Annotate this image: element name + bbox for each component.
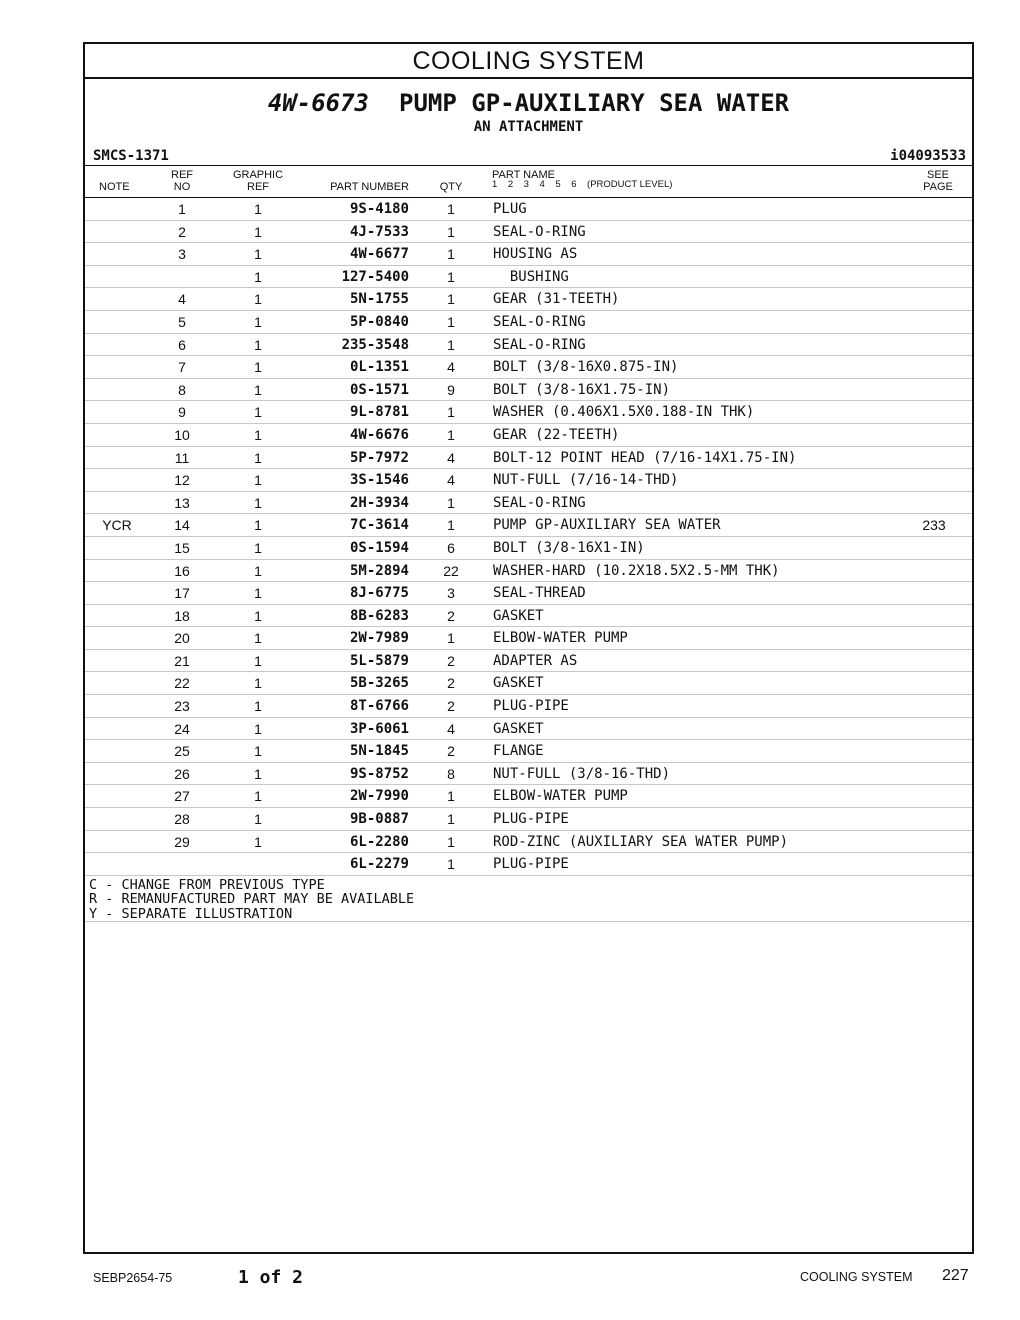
table-row xyxy=(85,198,972,221)
row-quantity: 1 xyxy=(447,201,455,217)
row-part-name: PLUG xyxy=(493,201,527,217)
legend-line: Y - SEPARATE ILLUSTRATION xyxy=(89,905,293,922)
row-graphic-ref: 1 xyxy=(254,336,262,353)
section-title: COOLING SYSTEM xyxy=(85,44,972,79)
row-part-number: 9S-8752 xyxy=(349,765,409,782)
row-graphic-ref: 1 xyxy=(254,472,262,489)
row-part-name: BOLT (3/8-16X0.875-IN) xyxy=(493,359,679,376)
row-part-number: 7C-3614 xyxy=(349,517,409,534)
row-part-name: SEAL-O-RING xyxy=(493,494,586,511)
row-part-number: 127-5400 xyxy=(341,268,409,285)
row-part-number: 5B-3265 xyxy=(349,675,409,692)
legend xyxy=(85,876,972,923)
row-graphic-ref: 1 xyxy=(254,585,262,602)
legend-line: R - REMANUFACTURED PART MAY BE AVAILABLE xyxy=(89,891,415,908)
row-part-name: PLUG-PIPE xyxy=(493,856,569,873)
row-graphic-ref: 1 xyxy=(254,675,262,692)
row-quantity: 1 xyxy=(447,313,455,330)
row-part-number: 9S-4180 xyxy=(349,201,409,217)
illustration-id: i04093533 xyxy=(890,148,966,164)
row-ref-number: 29 xyxy=(174,833,190,850)
row-part-number: 3P-6061 xyxy=(349,720,409,737)
row-quantity: 9 xyxy=(447,381,455,398)
row-quantity: 2 xyxy=(447,675,455,692)
table-row xyxy=(85,401,972,424)
row-part-number: 235-3548 xyxy=(341,336,409,353)
row-part-name: ROD-ZINC (AUXILIARY SEA WATER PUMP) xyxy=(493,833,789,850)
row-part-number: 5P-0840 xyxy=(349,313,409,330)
row-graphic-ref: 1 xyxy=(254,562,262,579)
row-graphic-ref: 1 xyxy=(254,652,262,669)
table-row xyxy=(85,514,972,537)
row-part-number: 9L-8781 xyxy=(349,404,409,421)
row-part-number: 5M-2894 xyxy=(349,562,409,579)
row-part-name: SEAL-O-RING xyxy=(493,223,586,240)
row-part-number: 6L-2279 xyxy=(349,856,409,873)
row-graphic-ref: 1 xyxy=(254,381,262,398)
row-ref-number: 16 xyxy=(174,562,190,579)
row-quantity: 1 xyxy=(447,268,455,285)
row-quantity: 2 xyxy=(447,652,455,669)
row-part-number: 6L-2280 xyxy=(349,833,409,850)
table-row xyxy=(85,288,972,311)
row-graphic-ref: 1 xyxy=(254,539,262,556)
table-row xyxy=(85,853,972,876)
row-part-name: GASKET xyxy=(493,720,544,737)
row-quantity: 2 xyxy=(447,743,455,760)
row-part-name: BUSHING xyxy=(493,268,569,285)
row-graphic-ref: 1 xyxy=(254,833,262,850)
row-ref-number: 9 xyxy=(178,404,186,421)
row-graphic-ref: 1 xyxy=(254,720,262,737)
row-graphic-ref: 1 xyxy=(254,449,262,466)
row-graphic-ref: 1 xyxy=(254,223,262,240)
row-quantity: 4 xyxy=(447,720,455,737)
row-quantity: 1 xyxy=(447,856,455,873)
row-part-number: 2H-3934 xyxy=(349,494,409,511)
group-name: PUMP GP-AUXILIARY SEA WATER xyxy=(399,89,790,117)
row-part-name: WASHER (0.406X1.5X0.188-IN THK) xyxy=(493,404,755,421)
row-ref-number: 8 xyxy=(178,381,186,398)
row-ref-number: 1 xyxy=(178,201,186,217)
legend-line: C - CHANGE FROM PREVIOUS TYPE xyxy=(89,876,325,893)
row-quantity: 1 xyxy=(447,630,455,647)
row-quantity: 1 xyxy=(447,788,455,805)
table-row xyxy=(85,311,972,334)
row-part-number: 4W-6677 xyxy=(349,246,409,263)
row-part-number: 8J-6775 xyxy=(349,585,409,602)
row-quantity: 4 xyxy=(447,359,455,376)
row-part-number: 5L-5879 xyxy=(349,652,409,669)
row-part-name: PLUG-PIPE xyxy=(493,811,569,828)
row-ref-number: 6 xyxy=(178,336,186,353)
table-row xyxy=(85,740,972,763)
row-quantity: 1 xyxy=(447,404,455,421)
row-ref-number: 14 xyxy=(174,517,190,534)
table-row xyxy=(85,718,972,741)
row-part-name: GASKET xyxy=(493,675,544,692)
table-row xyxy=(85,582,972,605)
row-quantity: 1 xyxy=(447,517,455,534)
row-graphic-ref: 1 xyxy=(254,630,262,647)
row-quantity: 2 xyxy=(447,698,455,715)
row-quantity: 4 xyxy=(447,449,455,466)
row-graphic-ref: 1 xyxy=(254,313,262,330)
row-part-name: BOLT (3/8-16X1.75-IN) xyxy=(493,381,671,398)
header-note: NOTE xyxy=(99,181,130,193)
row-part-name: ADAPTER AS xyxy=(493,652,578,669)
row-ref-number: 11 xyxy=(174,449,190,466)
row-quantity: 22 xyxy=(443,562,459,579)
header-qty: QTY xyxy=(439,181,463,193)
row-part-name: BOLT-12 POINT HEAD (7/16-14X1.75-IN) xyxy=(493,449,797,466)
row-ref-number: 13 xyxy=(174,494,190,511)
row-part-number: 5P-7972 xyxy=(349,449,409,466)
row-note: YCR xyxy=(102,517,132,534)
row-part-number: 4J-7533 xyxy=(349,223,409,240)
row-part-name: PUMP GP-AUXILIARY SEA WATER xyxy=(493,517,721,534)
parts-list xyxy=(85,198,972,876)
row-graphic-ref: 1 xyxy=(254,765,262,782)
table-row xyxy=(85,650,972,673)
row-part-number: 8T-6766 xyxy=(349,698,409,715)
row-ref-number: 10 xyxy=(174,426,190,443)
table-row xyxy=(85,424,972,447)
table-row xyxy=(85,447,972,470)
table-row xyxy=(85,560,972,583)
table-row xyxy=(85,379,972,402)
row-see-page: 233 xyxy=(922,517,946,534)
header-see-top: SEE xyxy=(926,169,949,181)
row-part-name: GEAR (22-TEETH) xyxy=(493,426,620,443)
row-part-number: 9B-0887 xyxy=(349,811,409,828)
table-row xyxy=(85,627,972,650)
footer-document-number: SEBP2654-75 xyxy=(93,1271,173,1285)
group-subtitle: AN ATTACHMENT xyxy=(473,119,584,135)
row-graphic-ref: 1 xyxy=(254,517,262,534)
row-part-number: 2W-7990 xyxy=(349,788,409,805)
table-row xyxy=(85,831,972,854)
row-graphic-ref: 1 xyxy=(254,607,262,624)
row-ref-number: 5 xyxy=(178,313,186,330)
header-graphic-bottom: REF xyxy=(247,181,269,193)
row-quantity: 1 xyxy=(447,494,455,511)
header-see-bottom: PAGE xyxy=(923,181,953,193)
group-title xyxy=(85,89,972,117)
table-row xyxy=(85,537,972,560)
row-quantity: 4 xyxy=(447,472,455,489)
row-graphic-ref: 1 xyxy=(254,811,262,828)
column-headers xyxy=(85,165,972,198)
table-row xyxy=(85,808,972,831)
row-quantity: 2 xyxy=(447,607,455,624)
row-graphic-ref: 1 xyxy=(254,246,262,263)
row-graphic-ref: 1 xyxy=(254,404,262,421)
row-part-number: 0S-1571 xyxy=(349,381,409,398)
row-ref-number: 3 xyxy=(178,246,186,263)
footer-section: COOLING SYSTEM xyxy=(800,1270,913,1284)
row-quantity: 1 xyxy=(447,223,455,240)
row-ref-number: 15 xyxy=(174,539,190,556)
row-quantity: 8 xyxy=(447,765,455,782)
table-row xyxy=(85,763,972,786)
row-part-name: NUT-FULL (7/16-14-THD) xyxy=(493,472,679,489)
table-row xyxy=(85,492,972,515)
row-graphic-ref: 1 xyxy=(254,698,262,715)
row-graphic-ref: 1 xyxy=(254,426,262,443)
row-graphic-ref: 1 xyxy=(254,291,262,308)
footer-page-number: 227 xyxy=(942,1267,969,1284)
row-quantity: 1 xyxy=(447,811,455,828)
row-part-name: SEAL-O-RING xyxy=(493,336,586,353)
row-part-number: 0S-1594 xyxy=(349,539,409,556)
row-ref-number: 12 xyxy=(174,472,190,489)
row-ref-number: 24 xyxy=(174,720,190,737)
table-row xyxy=(85,469,972,492)
row-part-number: 5N-1845 xyxy=(349,743,409,760)
row-ref-number: 28 xyxy=(174,811,190,828)
row-part-number: 0L-1351 xyxy=(349,359,409,376)
row-ref-number: 22 xyxy=(174,675,190,692)
row-quantity: 1 xyxy=(447,246,455,263)
header-graphic-top: GRAPHIC xyxy=(232,169,284,181)
table-row xyxy=(85,356,972,379)
row-quantity: 1 xyxy=(447,291,455,308)
row-part-name: WASHER-HARD (10.2X18.5X2.5-MM THK) xyxy=(493,562,780,579)
row-part-number: 5N-1755 xyxy=(349,291,409,308)
row-graphic-ref: 1 xyxy=(254,788,262,805)
table-row xyxy=(85,266,972,289)
row-quantity: 3 xyxy=(447,585,455,602)
table-row xyxy=(85,605,972,628)
row-graphic-ref: 1 xyxy=(254,494,262,511)
row-part-name: GASKET xyxy=(493,607,544,624)
table-row xyxy=(85,221,972,244)
group-part-number: 4W-6673 xyxy=(267,89,369,117)
header-product-levels: 1 2 3 4 5 6 (PRODUCT LEVEL) xyxy=(492,179,673,190)
row-quantity: 1 xyxy=(447,336,455,353)
row-ref-number: 26 xyxy=(174,765,190,782)
parts-page-frame xyxy=(83,42,974,1254)
row-part-name: NUT-FULL (3/8-16-THD) xyxy=(493,765,671,782)
row-ref-number: 18 xyxy=(174,607,190,624)
row-ref-number: 4 xyxy=(178,291,186,308)
row-part-name: GEAR (31-TEETH) xyxy=(493,291,620,308)
row-graphic-ref: 1 xyxy=(254,268,262,285)
row-quantity: 6 xyxy=(447,539,455,556)
row-part-name: PLUG-PIPE xyxy=(493,698,569,715)
row-part-number: 4W-6676 xyxy=(349,426,409,443)
row-part-number: 3S-1546 xyxy=(349,472,409,489)
table-row xyxy=(85,672,972,695)
row-graphic-ref: 1 xyxy=(254,201,262,217)
footer-page-of: 1 of 2 xyxy=(238,1267,304,1288)
row-ref-number: 23 xyxy=(174,698,190,715)
header-part-number: PART NUMBER xyxy=(330,181,409,193)
row-part-name: BOLT (3/8-16X1-IN) xyxy=(493,539,645,556)
row-ref-number: 7 xyxy=(178,359,186,376)
title-block xyxy=(85,79,972,165)
row-part-name: HOUSING AS xyxy=(493,246,578,263)
row-part-name: SEAL-THREAD xyxy=(493,585,586,602)
row-ref-number: 17 xyxy=(174,585,190,602)
row-quantity: 1 xyxy=(447,426,455,443)
table-row xyxy=(85,243,972,266)
row-part-name: ELBOW-WATER PUMP xyxy=(493,788,628,805)
header-ref-bottom: NO xyxy=(173,181,191,193)
header-part-name: PART NAME xyxy=(492,169,555,181)
row-graphic-ref: 1 xyxy=(254,743,262,760)
table-row xyxy=(85,695,972,718)
table-row xyxy=(85,785,972,808)
row-part-name: SEAL-O-RING xyxy=(493,313,586,330)
row-part-number: 8B-6283 xyxy=(349,607,409,624)
row-ref-number: 25 xyxy=(174,743,190,760)
table-row xyxy=(85,334,972,357)
header-ref-top: REF xyxy=(171,169,193,181)
smcs-code: SMCS-1371 xyxy=(93,148,169,164)
row-part-name: FLANGE xyxy=(493,743,544,760)
row-quantity: 1 xyxy=(447,833,455,850)
row-graphic-ref: 1 xyxy=(254,359,262,376)
row-ref-number: 20 xyxy=(174,630,190,647)
row-part-name: ELBOW-WATER PUMP xyxy=(493,630,628,647)
row-ref-number: 21 xyxy=(174,652,190,669)
row-ref-number: 27 xyxy=(174,788,190,805)
row-ref-number: 2 xyxy=(178,223,186,240)
row-part-number: 2W-7989 xyxy=(349,630,409,647)
